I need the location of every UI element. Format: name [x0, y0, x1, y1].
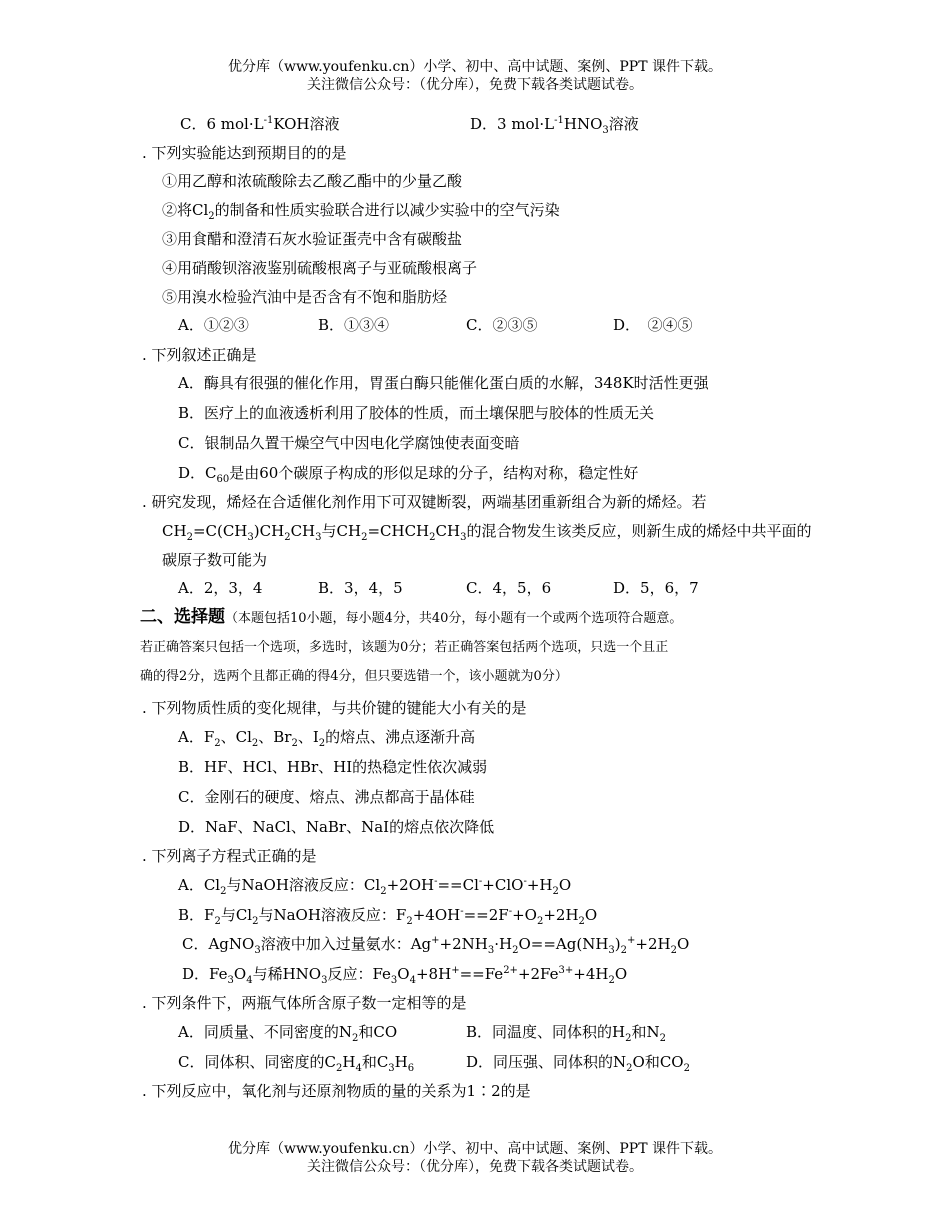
- prev-option-c: C．6 $mol\cdot L^{-1}KOH$溶液: [180, 115, 340, 133]
- experiment-item-2: ②将$Cl_2$的制备和性质实验联合进行以减少实验中的空气污染: [162, 201, 560, 222]
- experiment-option-c: C．②③⑤: [466, 316, 538, 334]
- ion-option-c: C．AgNO$_3$溶液中加入过量氨水：$Ag^++2NH_3\cdot H_2O==Ag(NH_3)_2^++2H_2O$: [182, 935, 690, 956]
- ion-option-d: D．$Fe_3O_4$与稀$HNO_3$反应：$Fe_3O_4+8H^+==Fe^{2+}+2Fe^{3+}+4H_2O$: [182, 965, 628, 986]
- description-option-d: D．$C_{60}$是由60个碳原子构成的形似足球的分子，结构对称，稳定性好: [178, 464, 639, 485]
- section-2-desc-2: 若正确答案只包括一个选项，多选时，该题为0分；若正确答案包括两个选项，只选一个且正: [140, 640, 669, 655]
- footer-line-1: 优分库（www.youfenku.cn）小学、初中、高中试题、案例、PPT 课件下载。: [227, 1141, 722, 1157]
- question-stem-description: . 下列叙述正确是: [142, 346, 257, 364]
- olefin-stem-line-2: $CH_2=C(CH_3)CH_2CH_3$与$CH_2=CHCH_2CH_3$的混合物发生该类反应，则新生成的烯烃中共平面的: [162, 522, 812, 543]
- olefin-stem-line-3: 碳原子数可能为: [162, 551, 268, 569]
- experiment-option-d: D． ②④⑤: [613, 316, 693, 334]
- question-stem-ion: . 下列离子方程式正确的是: [142, 847, 317, 865]
- description-option-c: C．银制品久置干燥空气中因电化学腐蚀使表面变暗: [178, 434, 520, 452]
- olefin-option-a: A．2，3，4: [178, 579, 263, 597]
- section-2-heading: [140, 607, 682, 629]
- olefin-option-c: C．4，5，6: [466, 579, 552, 597]
- experiment-item-5: ⑤用溴水检验汽油中是否含有不饱和脂肪烃: [162, 288, 448, 306]
- page-footer: [0, 1140, 950, 1176]
- experiment-item-4: ④用硝酸钡溶液鉴别硫酸根离子与亚硫酸根离子: [162, 259, 478, 277]
- atoms-option-c: C．同体积、同密度的$C_2H_4$和$C_3H_6$: [178, 1053, 415, 1074]
- bond-option-b: B．HF、HCl、HBr、HI的热稳定性依次减弱: [178, 758, 488, 776]
- experiment-item-1: ①用乙醇和浓硫酸除去乙酸乙酯中的少量乙酸: [162, 172, 463, 190]
- section-2-title: 二、选择题: [140, 607, 225, 627]
- ion-option-a: A．$Cl_2$与NaOH溶液反应：$Cl_2+2OH^-==Cl^-+ClO^-+H_2O$: [178, 876, 572, 897]
- question-stem-bond: . 下列物质性质的变化规律，与共价键的键能大小有关的是: [142, 699, 527, 717]
- atoms-option-a: A．同质量、不同密度的$N_2$和CO: [178, 1023, 398, 1044]
- experiment-option-b: B．①③④: [318, 316, 390, 334]
- description-option-a: A．酶具有很强的催化作用，胃蛋白酶只能催化蛋白质的水解，348K时活性更强: [178, 374, 709, 392]
- question-stem-olefin: . 研究发现，烯烃在合适催化剂作用下可双键断裂，两端基团重新组合为新的烯烃。若: [142, 493, 707, 511]
- olefin-option-b: B．3，4，5: [318, 579, 403, 597]
- question-stem-redox: . 下列反应中，氧化剂与还原剂物质的量的关系为1∶2的是: [142, 1082, 531, 1100]
- header-line-2: 关注微信公众号：（优分库），免费下载各类试题试卷。: [307, 77, 643, 93]
- section-2-desc-3: 确的得2分，选两个且都正确的得4分，但只要选错一个，该小题就为0分）: [140, 669, 568, 684]
- page-header: [0, 58, 950, 94]
- question-stem-experiment: . 下列实验能达到预期目的的是: [142, 144, 347, 162]
- bond-option-a: A．$F_2$、$Cl_2$、$Br_2$、$I_2$的熔点、沸点逐渐升高: [178, 728, 476, 749]
- experiment-item-3: ③用食醋和澄清石灰水验证蛋壳中含有碳酸盐: [162, 230, 463, 248]
- section-2-desc-1: （本题包括10小题，每小题4分，共40分，每小题有一个或两个选项符合题意。: [225, 611, 683, 626]
- atoms-option-b: B．同温度、同体积的$H_2$和$N_2$: [466, 1023, 666, 1044]
- bond-option-c: C．金刚石的硬度、熔点、沸点都高于晶体硅: [178, 788, 475, 806]
- olefin-option-d: D．5，6，7: [613, 579, 699, 597]
- header-line-1: 优分库（www.youfenku.cn）小学、初中、高中试题、案例、PPT 课件下载。: [227, 59, 722, 75]
- bond-option-d: D．NaF、NaCl、NaBr、NaI的熔点依次降低: [178, 818, 495, 836]
- footer-line-2: 关注微信公众号：（优分库），免费下载各类试题试卷。: [307, 1159, 643, 1175]
- ion-option-b: B．$F_2$与$Cl_2$与NaOH溶液反应：$F_2+4OH^-==2F^-+O_2+2H_2O$: [178, 906, 598, 927]
- description-option-b: B．医疗上的血液透析利用了胶体的性质，而土壤保肥与胶体的性质无关: [178, 404, 655, 422]
- atoms-option-d: D．同压强、同体积的$N_2O$和$CO_2$: [466, 1053, 690, 1074]
- experiment-option-a: A．①②③: [178, 316, 249, 334]
- question-stem-atoms: . 下列条件下，两瓶气体所含原子数一定相等的是: [142, 994, 467, 1012]
- prev-option-d: D．3 $mol\cdot L^{-1}HNO_3$溶液: [470, 115, 639, 136]
